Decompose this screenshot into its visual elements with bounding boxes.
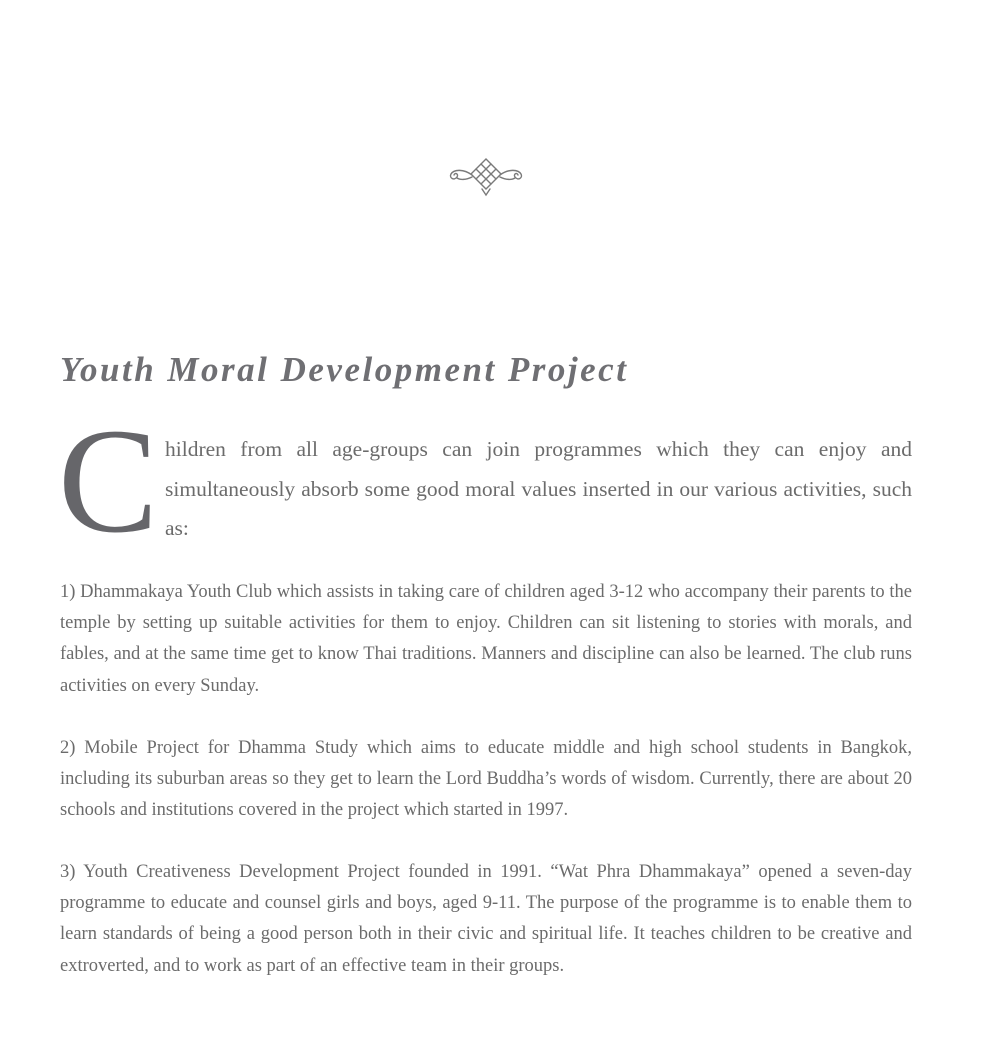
paragraph-youth-club: 1) Dhammakaya Youth Club which assists in taking care of children aged 3-12 who accompany their parents to the temple by setting up suitable activities for them to enjoy. Children can sit listening to stories with morals, and fables, and at the same time get to know Thai traditions. Manners and discipline can also be learned. The club runs activities on every Sunday.	[60, 582, 912, 696]
page-title: Youth Moral Development Project	[60, 350, 629, 389]
endless-knot-flourish-icon	[448, 155, 524, 197]
drop-cap: C	[58, 398, 159, 564]
paragraph-creativeness-project: 3) Youth Creativeness Development Project founded in 1991. “Wat Phra Dhammakaya” opened a seven-day programme to educate and counsel girls and boys, aged 9-11. The purpose of the programme is to enable them to learn standards of being a good person both in their civic and spiritual life. It teaches children to be creative and extroverted, and to work as part of an effective team in their groups.	[60, 862, 912, 976]
intro-text: hildren from all age-groups can join programmes which they can enjoy and simultaneously absorb some good moral values inserted in our various activities, such as:	[165, 437, 912, 540]
intro-paragraph	[58, 398, 912, 564]
paragraph-mobile-project: 2) Mobile Project for Dhamma Study which aims to educate middle and high school students in Bangkok, including its suburban areas so they get to learn the Lord Buddha’s words of wisdom. Currently, there are about 20 schools and institutions covered in the project which started in 1997.	[60, 738, 912, 821]
